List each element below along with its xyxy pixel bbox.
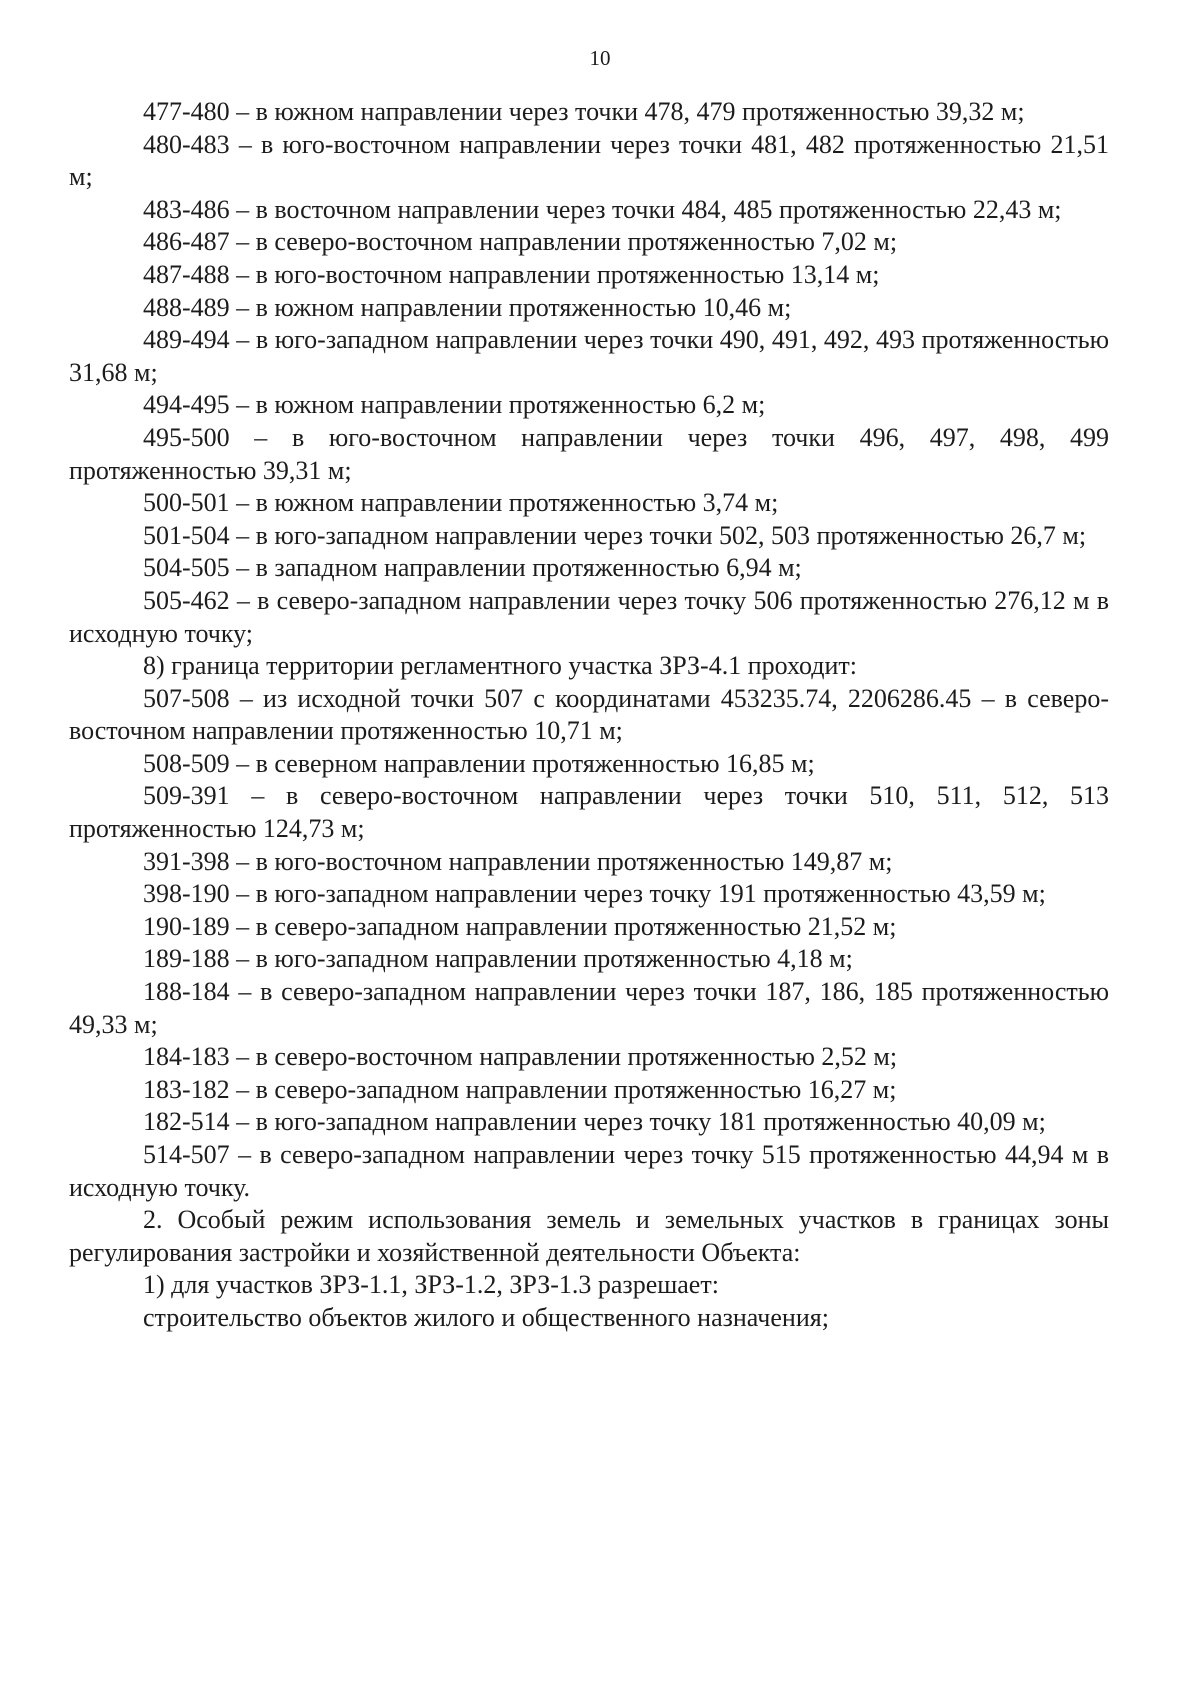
paragraph: 487-488 – в юго-восточном направлении протяженностью 13,14 м; — [143, 259, 880, 289]
paragraph: 1) для участков ЗРЗ-1.1, ЗРЗ-1.2, ЗРЗ-1.3 разрешает: — [143, 1270, 719, 1300]
paragraph: 2. Особый режим использования земель и земельных участков в границах зоны регулирования застройки и хозяйственной деятельности Объекта: — [69, 1205, 1109, 1267]
paragraph: 508-509 – в северном направлении протяженностью 16,85 м; — [143, 748, 815, 778]
paragraph: 500-501 – в южном направлении протяженностью 3,74 м; — [143, 488, 779, 518]
paragraph: 398-190 – в юго-западном направлении через точку 191 протяженностью 43,59 м; — [143, 879, 1046, 909]
paragraph: 489-494 – в юго-западном направлении через точки 490, 491, 492, 493 протяженностью 31,68 м; — [69, 325, 1109, 387]
paragraph: 477-480 – в южном направлении через точки 478, 479 протяженностью 39,32 м; — [143, 97, 1025, 126]
paragraph: 504-505 – в западном направлении протяженностью 6,94 м; — [143, 553, 802, 583]
paragraph: 182-514 – в юго-западном направлении через точку 181 протяженностью 40,09 м; — [143, 1107, 1046, 1137]
paragraph: 483-486 – в восточном направлении через точки 484, 485 протяженностью 22,43 м; — [143, 194, 1062, 224]
paragraph: 507-508 – из исходной точки 507 с координатами 453235.74, 2206286.45 – в северо-восточном направлении протяженностью 10,71 м; — [69, 683, 1109, 746]
paragraph: 188-184 – в северо-западном направлении через точки 187, 186, 185 протяженностью 49,33 м; — [69, 977, 1109, 1039]
document-body — [69, 96, 1109, 1335]
page-number: 10 — [589, 46, 611, 70]
paragraph: 509-391 – в северо-восточном направлении через точки 510, 511, 512, 513 протяженностью 124,73 м; — [69, 781, 1109, 844]
paragraph: 391-398 – в юго-восточном направлении протяженностью 149,87 м; — [143, 846, 893, 876]
paragraph: 184-183 – в северо-восточном направлении протяженностью 2,52 м; — [143, 1042, 898, 1072]
paragraph: 480-483 – в юго-восточном направлении через точки 481, 482 протяженностью 21,51 м; — [69, 129, 1109, 192]
paragraph: 501-504 – в юго-западном направлении через точки 502, 503 протяженностью 26,7 м; — [143, 520, 1087, 550]
paragraph: 495-500 – в юго-восточном направлении через точки 496, 497, 498, 499 протяженностью 39,31 м; — [69, 422, 1109, 485]
paragraph: 514-507 – в северо-западном направлении через точку 515 протяженностью 44,94 м в исходную точку. — [69, 1140, 1109, 1202]
paragraph: 183-182 – в северо-западном направлении протяженностью 16,27 м; — [143, 1074, 897, 1104]
paragraph: 486-487 – в северо-восточном направлении протяженностью 7,02 м; — [143, 227, 898, 257]
section-heading: 8) граница территории регламентного участка ЗРЗ-4.1 проходит: — [143, 651, 857, 681]
paragraph: 488-489 – в южном направлении протяженностью 10,46 м; — [143, 292, 792, 322]
paragraph: 190-189 – в северо-западном направлении протяженностью 21,52 м; — [143, 911, 897, 941]
paragraph: 189-188 – в юго-западном направлении протяженностью 4,18 м; — [143, 944, 853, 974]
paragraph: 505-462 – в северо-западном направлении через точку 506 протяженностью 276,12 м в исходную точку; — [69, 585, 1109, 648]
paragraph: строительство объектов жилого и общественного назначения; — [143, 1302, 829, 1332]
paragraph: 494-495 – в южном направлении протяженностью 6,2 м; — [143, 390, 766, 420]
